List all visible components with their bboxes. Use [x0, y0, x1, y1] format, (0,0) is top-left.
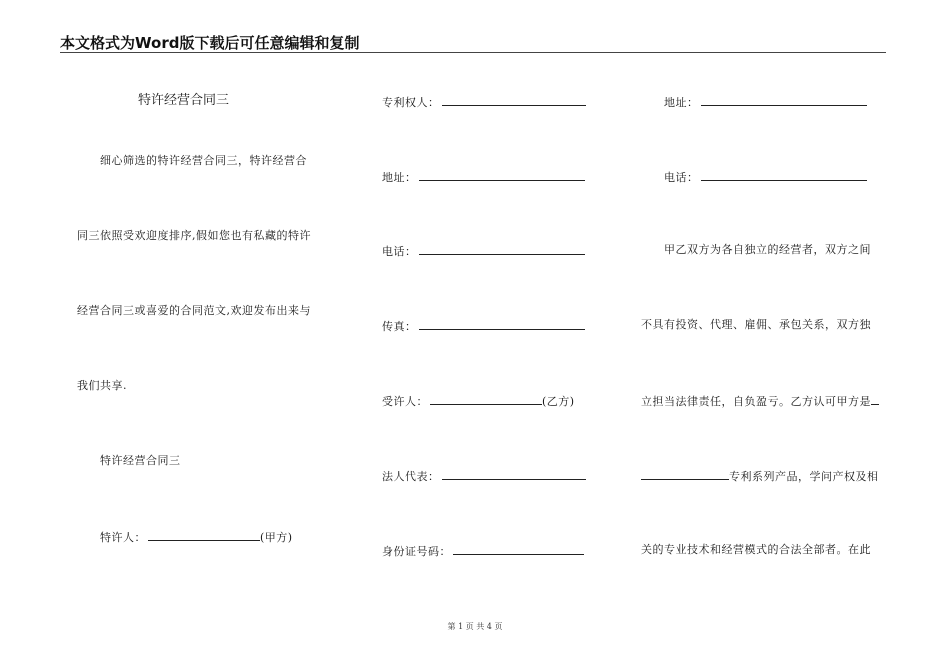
phone-field-3: [664, 169, 867, 185]
franchisee-label: 受许人：: [382, 395, 428, 408]
id-number-label: 身份证号码：: [382, 545, 451, 558]
franchisee-field: [382, 393, 575, 409]
address-blank-2: [419, 169, 585, 181]
document-title: 特许经营合同三: [138, 93, 230, 108]
phone-label-2: 电话：: [382, 245, 417, 258]
phone-blank-3: [701, 169, 867, 181]
address-blank-3: [701, 94, 867, 106]
body-line-4: [641, 468, 879, 484]
fax-blank: [419, 318, 585, 330]
franchisor-field: [100, 529, 293, 545]
patent-product-blank: [641, 468, 729, 480]
franchisor-suffix: (甲方): [260, 531, 293, 544]
body-line-3: [641, 393, 879, 409]
phone-label-3: 电话：: [664, 171, 699, 184]
fax-field: [382, 318, 585, 334]
legal-rep-field: [382, 468, 586, 484]
phone-blank-2: [419, 243, 585, 255]
body-line-4-text: 专利系列产品，学问产权及相: [729, 470, 879, 483]
id-number-blank: [453, 543, 584, 555]
legal-rep-blank: [442, 468, 586, 480]
document-header: 本文格式为Word版下载后可任意编辑和复制: [60, 34, 360, 52]
intro-line-3: 经营合同三或喜爱的合同范文,欢迎发布出来与: [77, 304, 311, 317]
header-divider: [60, 52, 886, 53]
patentee-label: 专利权人：: [382, 96, 440, 109]
franchisor-blank: [148, 529, 260, 541]
patentee-field: [382, 94, 586, 110]
patentee-blank: [442, 94, 586, 106]
address-field-3: [664, 94, 867, 110]
franchisor-label: 特许人：: [100, 531, 146, 544]
franchisee-suffix: (乙方): [542, 395, 575, 408]
legal-rep-label: 法人代表：: [382, 470, 440, 483]
section-subtitle: 特许经营合同三: [100, 454, 181, 467]
body-line-1: 甲乙双方为各自独立的经营者，双方之间: [664, 243, 871, 256]
address-label-3: 地址：: [664, 96, 699, 109]
page-number: 第 1 页 共 4 页: [447, 622, 503, 631]
franchisee-blank: [430, 393, 542, 405]
fax-label: 传真：: [382, 320, 417, 333]
address-label-2: 地址：: [382, 171, 417, 184]
body-line-3-text: 立担当法律责任，自负盈亏。乙方认可甲方是: [641, 395, 871, 408]
address-field-2: [382, 169, 585, 185]
phone-field-2: [382, 243, 585, 259]
intro-line-4: 我们共享.: [77, 379, 127, 392]
body-line-3-blank: [871, 393, 879, 405]
id-number-field: [382, 543, 584, 559]
intro-line-1: 细心筛选的特许经营合同三，特许经营合: [100, 154, 307, 167]
intro-line-2: 同三依照受欢迎度排序,假如您也有私藏的特许: [77, 229, 311, 242]
body-line-5: 关的专业技术和经营模式的合法全部者。在此: [641, 543, 871, 556]
body-line-2: 不具有投资、代理、雇佣、承包关系，双方独: [641, 318, 871, 331]
